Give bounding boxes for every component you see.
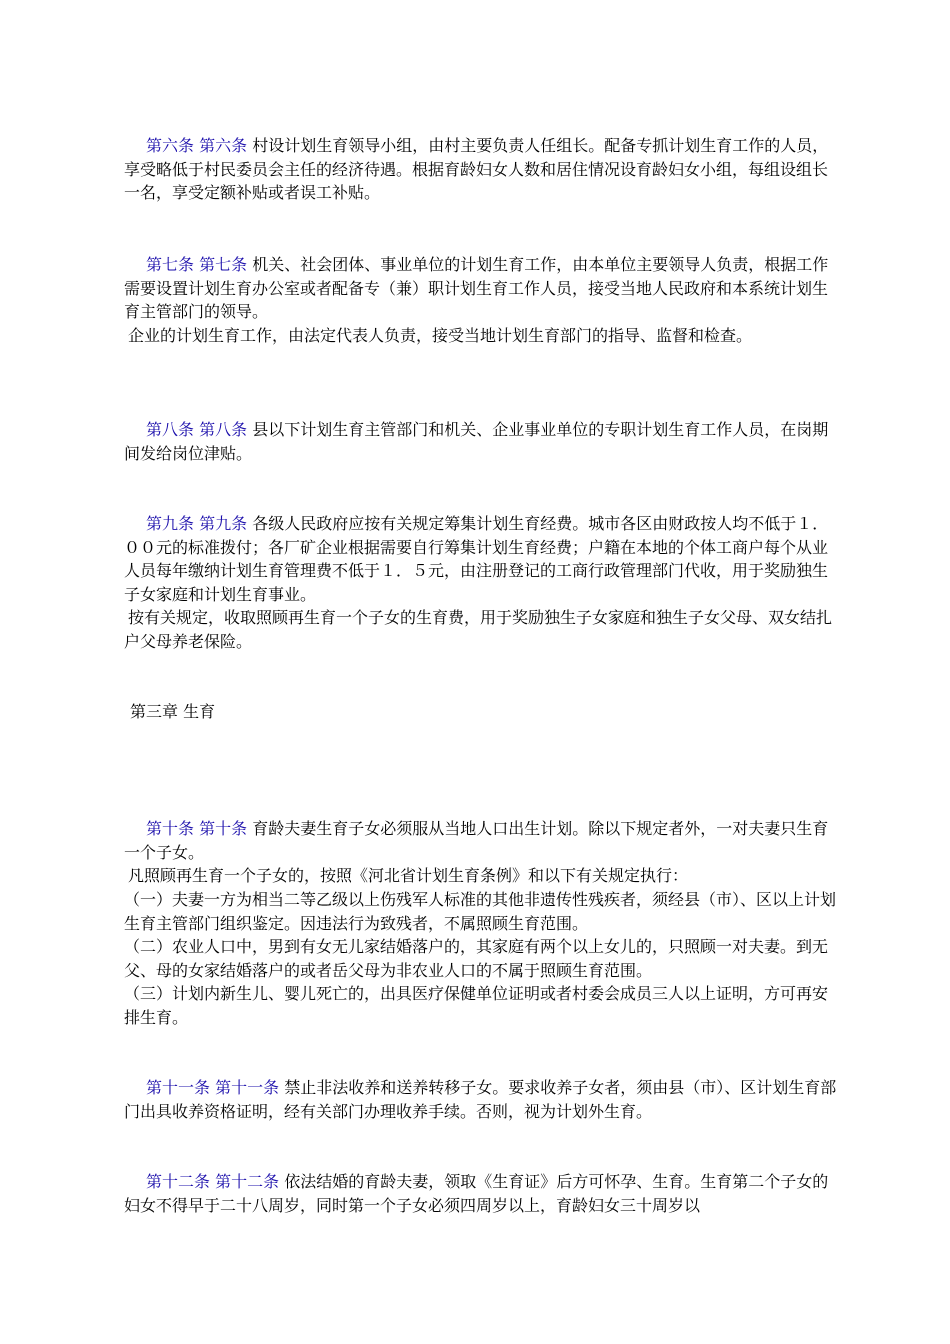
article-7-text: 机关、社会团体、事业单位的计划生育工作，由本单位主要领导人负责，根据工作需要设置计划生育办公室或者配备专（兼）职计划生育工作人员，接受当地人民政府和本系统计划生育主管部门的领导。 [124,255,829,321]
article-12-text: 依法结婚的育龄夫妻，领取《生育证》后方可怀孕、生育。生育第二个子女的妇女不得早于二十八周岁，同时第一个子女必须四周岁以上，育龄妇女三十周岁以 [124,1172,829,1215]
article-9-paragraph-2: 按有关规定，收取照顾再生育一个子女的生育费，用于奖励独生子女家庭和独生子女父母、双女结扎户父母养老保险。 [124,608,833,651]
article-9-link-2[interactable]: 第九条 [199,514,248,533]
article-10-text: 育龄夫妻生育子女必须服从当地人口出生计划。除以下规定者外，一对夫妻只生育一个子女。 [124,819,829,862]
article-6-link[interactable]: 第六条 [146,136,195,155]
article-6-link-2[interactable]: 第六条 [199,136,248,155]
article-10-item-2: （二）农业人口中，男到有女无儿家结婚落户的，其家庭有两个以上女儿的，只照顾一对夫妻。到无父、母的女家结婚落户的或者岳父母为非农业人口的不属于照顾生育范围。 [124,937,829,980]
article-10 [124,817,840,864]
article-10-paragraph-2: 凡照顾再生育一个子女的，按照《河北省计划生育条例》和以下有关规定执行： [128,866,689,885]
article-10-item-1: （一）夫妻一方为相当二等乙级以上伤残军人标准的其他非遗传性残疾者，须经县（市）、区以上计划生育主管部门组织鉴定。因违法行为致残者，不属照顾生育范围。 [124,890,837,933]
article-7-paragraph-2: 企业的计划生育工作，由法定代表人负责，接受当地计划生育部门的指导、监督和检查。 [128,326,753,345]
article-12 [124,1170,840,1217]
article-7-link[interactable]: 第七条 [146,255,195,274]
article-12-link-2[interactable]: 第十二条 [215,1172,280,1191]
article-11-link-2[interactable]: 第十一条 [215,1078,280,1097]
article-8-text: 县以下计划生育主管部门和机关、企业事业单位的专职计划生育工作人员，在岗期间发给岗位津贴。 [124,420,829,463]
article-9-text: 各级人民政府应按有关规定筹集计划生育经费。城市各区由财政按人均不低于１．００元的标准拨付；各厂矿企业根据需要自行筹集计划生育经费；户籍在本地的个体工商户每个从业人员每年缴纳计划生育管理费不低于１．５元，由注册登记的工商行政管理部门代收，用于奖励独生子女家庭和计划生育事业。 [124,514,829,604]
article-11-link[interactable]: 第十一条 [146,1078,211,1097]
article-10-link-2[interactable]: 第十条 [199,819,248,838]
article-11-text: 禁止非法收养和送养转移子女。要求收养子女者，须由县（市）、区计划生育部门出具收养资格证明，经有关部门办理收养手续。否则，视为计划外生育。 [124,1078,837,1121]
article-9-link[interactable]: 第九条 [146,514,195,533]
article-7-link-2[interactable]: 第七条 [199,255,248,274]
article-8-link[interactable]: 第八条 [146,420,195,439]
article-8 [124,418,840,465]
article-8-link-2[interactable]: 第八条 [199,420,248,439]
article-11 [124,1076,840,1123]
article-7 [124,253,840,324]
chapter-3-heading: 第三章 生育 [130,702,216,721]
article-6-text: 村设计划生育领导小组，由村主要负责人任组长。配备专抓计划生育工作的人员，享受略低于村民委员会主任的经济待遇。根据育龄妇女人数和居住情况设育龄妇女小组，每组设组长一名，享受定额补贴或者误工补贴。 [124,136,829,202]
article-10-item-3: （三）计划内新生儿、婴儿死亡的，出具医疗保健单位证明或者村委会成员三人以上证明，方可再安排生育。 [124,984,829,1027]
article-10-link[interactable]: 第十条 [146,819,195,838]
article-12-link[interactable]: 第十二条 [146,1172,211,1191]
article-6 [124,134,840,205]
article-9 [124,512,840,606]
